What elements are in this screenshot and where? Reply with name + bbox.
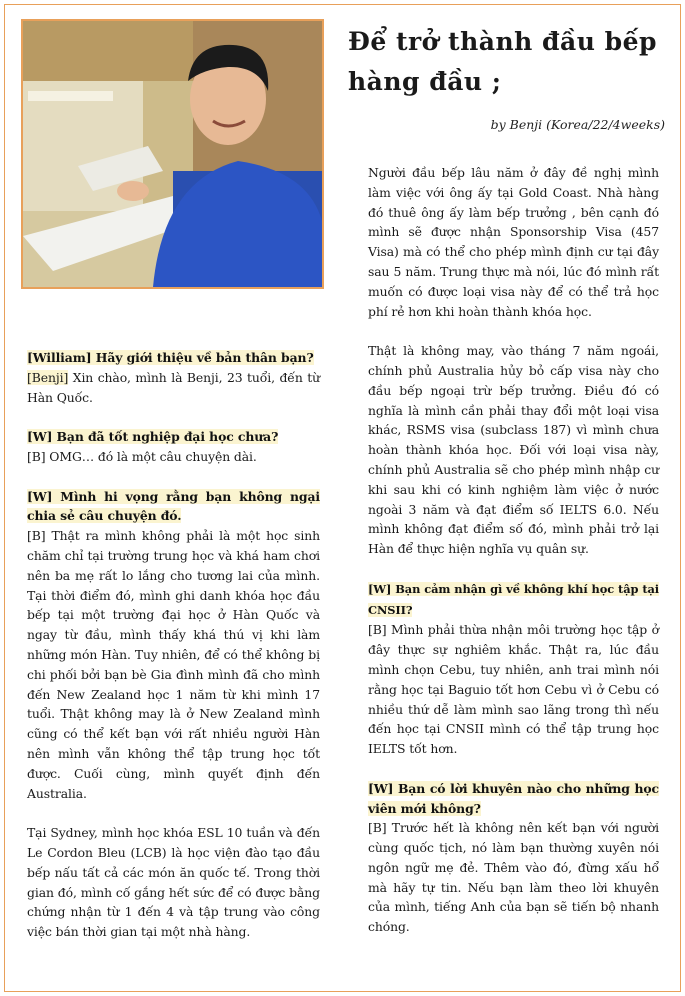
gold-coast-paragraph: Người đầu bếp lâu năm ở đây đề nghị mình làm việc với ông ấy tại Gold Coast. Nhà hàng đó thuê ông ấy làm bếp trưởng , bên cạnh đó mình sẽ được nhận Sponsorship Visa (457 Visa) mà có thể cho phép mình định cư tại đây sau 5 năm. Trung thực mà nói, lúc đó mình rất muốn có được loại visa này để có thể trả học phí rẻ hơn khi hoàn thành khóa học. <box>368 165 659 319</box>
answer-text: Xin chào, mình là Benji, 23 tuổi, đến từ Hàn Quốc. <box>27 369 320 405</box>
advice-exchange <box>368 779 659 937</box>
question-text: [W] Bạn có lời khuyên nào cho những học viên mới không? <box>368 780 659 816</box>
intro-exchange <box>27 348 320 407</box>
article-title: Để trở thành đầu bếp hàng đầu ; <box>348 27 657 96</box>
left-column <box>27 348 320 962</box>
answer-text: [B] OMG… đó là một câu chuyện dài. <box>27 448 257 464</box>
graduation-exchange <box>27 427 320 467</box>
answer-text: [B] Trước hết là không nên kết bạn với người cùng quốc tịch, nó làm bạn thường xuyên nói ngôn ngữ mẹ đẻ. Thêm vào đó, đừng xấu hổ mà hãy tự tin. Nếu bạn làm theo lời khuyên của mình, tiếng Anh của bạn sẽ tiến bộ nhanh chóng. <box>368 820 659 935</box>
story-exchange <box>27 487 320 804</box>
answer-text: [B] Thật ra mình không phải là một học sinh chăm chỉ tại trường trung học và khá ham chơi nên ba mẹ rất lo lắng cho tương lai của mình. Tại thời điểm đó, mình ghi danh khóa học đầu bếp tại một trường đại học ở Hàn Quốc và ngay từ đầu, mình thấy khá thú vị khi làm những món Hàn. Tuy nhiên, để có thể không bị chi phối bởi bạn bè Gia đình mình đã cho mình đến New Zealand học 1 năm từ khi mình 17 tuổi. Thật không may là ở New Zealand mình cũng có thể kết bạn với rất nhiều người Hàn nên mình vẫn không thể tập trung học tốt được. Cuối cùng, mình quyết định đến Australia. <box>27 528 320 801</box>
question-text: [W] Bạn đã tốt nghiệp đại học chưa? <box>27 429 279 445</box>
interview-photo <box>21 19 324 289</box>
question-text: Hãy giới thiệu về bản thân bạn? <box>91 350 314 365</box>
answer-text: [B] Mình phải thừa nhận môi trường học tập ở đây thực sự nghiêm khắc. Thật ra, lúc đầu mình chọn Cebu, tuy nhiên, anh trai mình nói rằng học tại Baguio tốt hơn Cebu vì ở Cebu có nhiều thứ dễ làm mình sao lãng trong thì nếu đến học tại CNSII mình có thể tập trung học IELTS tốt hơn. <box>368 622 659 757</box>
visa-paragraph: Thật là không may, vào tháng 7 năm ngoái, chính phủ Australia hủy bỏ cấp visa này cho đầu bếp ngoại trừ bếp trưởng. Điều đó có nghĩa là mình cần phải thay đổi một loại visa khác, RSMS visa (subclass 187) vì mình chưa hoàn thành khóa học. Đối với loại visa này, chính phủ Australia sẽ cho phép mình nhập cư khi sau khi có kinh nghiệm làm việc ở nước ngoài 3 năm và đạt điểm số IELTS 6.0. Nếu mình không đạt điểm số đó, mình phải trở lại Hàn để thực hiện nghĩa vụ quân sự. <box>368 343 659 557</box>
right-column <box>368 163 659 957</box>
answer-speaker: [Benji] <box>27 369 69 385</box>
question-text: [W] Bạn cảm nhận gì về không khí học tập tại CNSII? <box>368 581 659 617</box>
article-byline: by Benji (Korea/22/4weeks) <box>490 117 665 132</box>
question-text: [W] Mình hi vọng rằng bạn không ngại chia sẻ câu chuyện đó. <box>27 488 320 524</box>
cnsii-exchange <box>368 579 659 759</box>
question-speaker: [William] <box>27 350 92 365</box>
sydney-paragraph: Tại Sydney, mình học khóa ESL 10 tuần và đến Le Cordon Bleu (LCB) là học viện đào tạo đầu bếp nấu tất cả các món ăn quốc tế. Trong thời gian đó, mình cố gắng hết sức để có được bằng chứng nhận từ 1 đến 4 và tập trung vào công việc bán thời gian tại một nhà hàng. <box>27 825 320 940</box>
